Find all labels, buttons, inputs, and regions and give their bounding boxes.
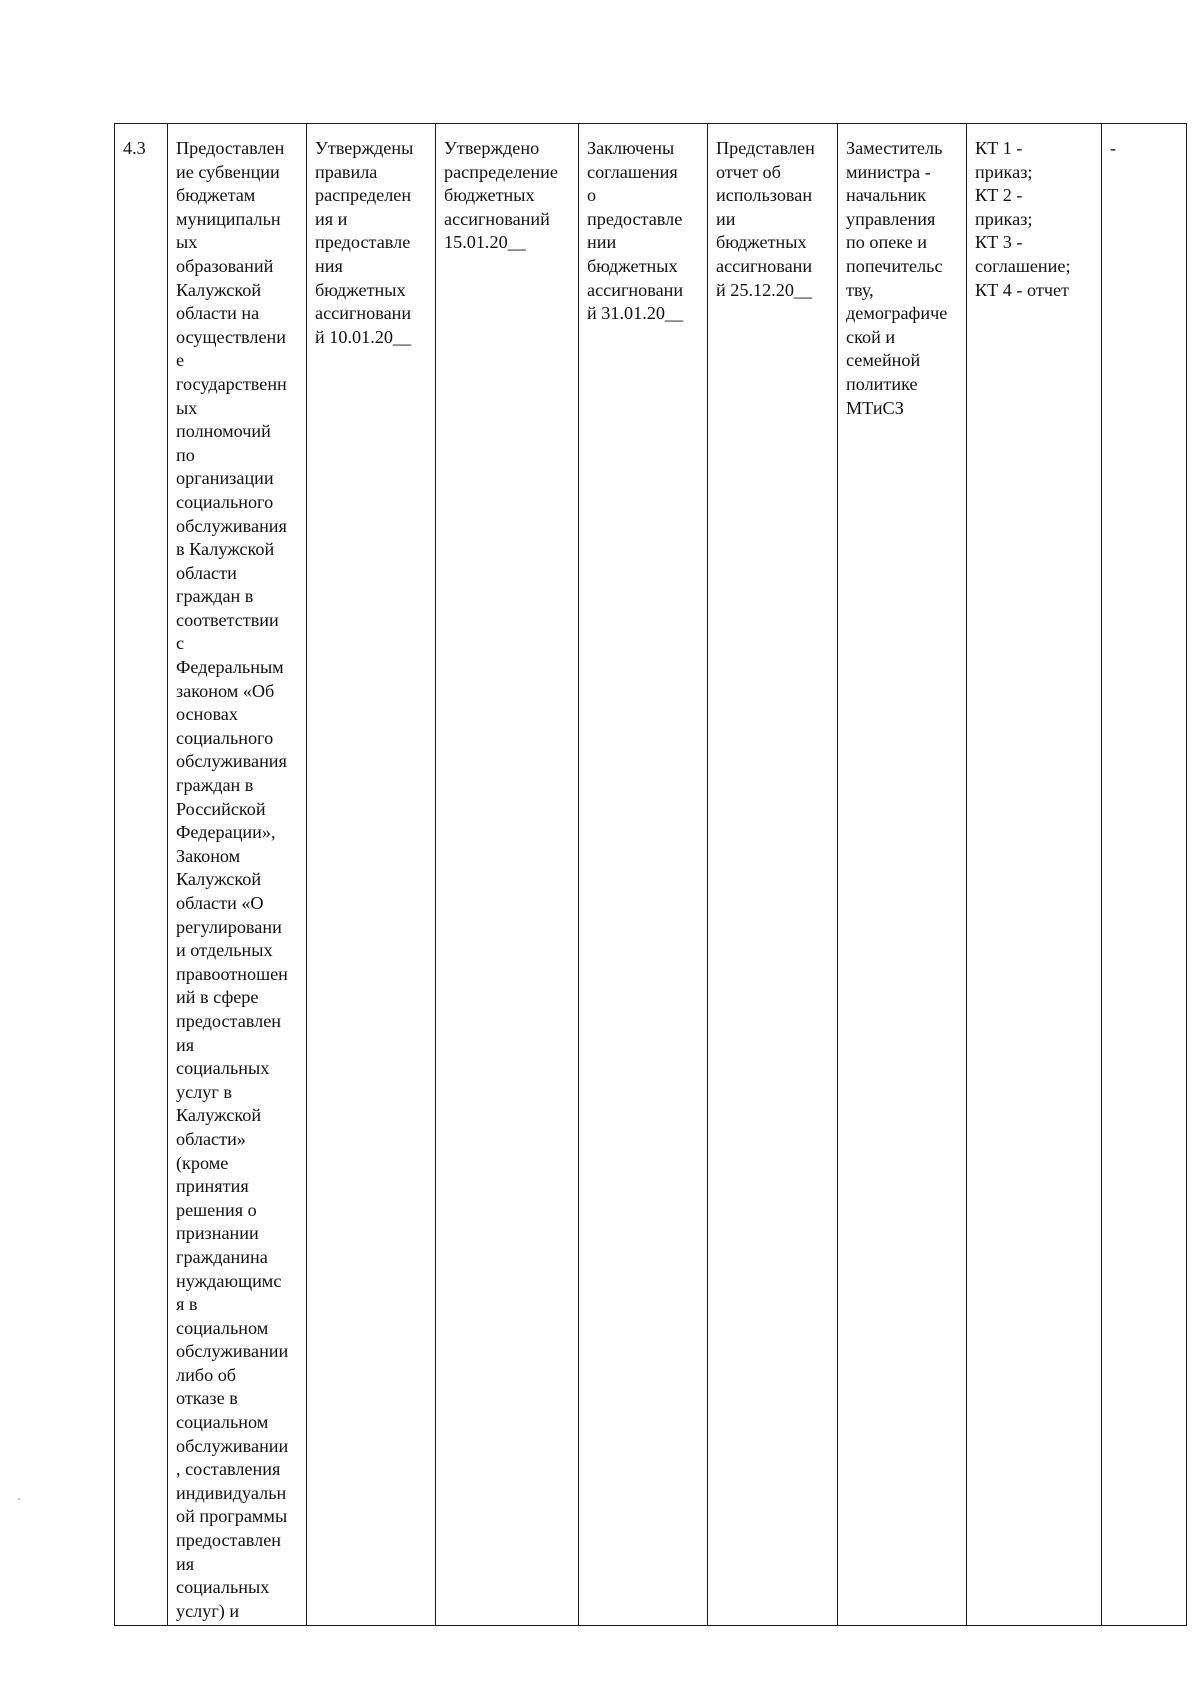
table-row [115, 124, 1187, 1626]
responsible-person-cell: Заместитель министра - начальник управления по опеке и попечительс тву, демографиче ской и семейной политике МТиСЗ [838, 124, 967, 1626]
control-point-3-cell: Заключены соглашения о предоставле нии бюджетных ассигновани й 31.01.20__ [579, 124, 708, 1626]
control-point-4-cell: Представлен отчет об использован ии бюджетных ассигновани й 25.12.20__ [708, 124, 838, 1626]
control-point-2-cell: Утверждено распределение бюджетных ассигнований 15.01.20__ [436, 124, 579, 1626]
scan-artifact [18, 1498, 20, 1500]
row-number-cell: 4.3 [115, 124, 168, 1626]
empty-value-cell: - [1102, 124, 1187, 1626]
control-points-table [114, 123, 1187, 1626]
control-point-1-cell: Утверждены правила распределен ия и предоставле ния бюджетных ассигновани й 10.01.20__ [307, 124, 436, 1626]
documents-cell: КТ 1 - приказ; КТ 2 - приказ; КТ 3 - соглашение; КТ 4 - отчет [967, 124, 1102, 1626]
event-name-cell: Предоставлен ие субвенции бюджетам муниципальн ых образований Калужской области на осуществлени е государственн ых полномочий по организации социального обслуживания в Калужской области граждан в соответствии с Федеральным законом «Об основах социального обслуживания граждан в Российской Федерации», Законом Калужской области «О регулировани и отдельных правоотношен ий в сфере предоставлен ия социальных услуг в Калужской области» (кроме принятия решения о признании гражданина нуждающимс я в социальном обслуживании либо об отказе в социальном обслуживании , составления индивидуальн ой программы предоставлен ия социальных услуг) и [168, 124, 307, 1626]
